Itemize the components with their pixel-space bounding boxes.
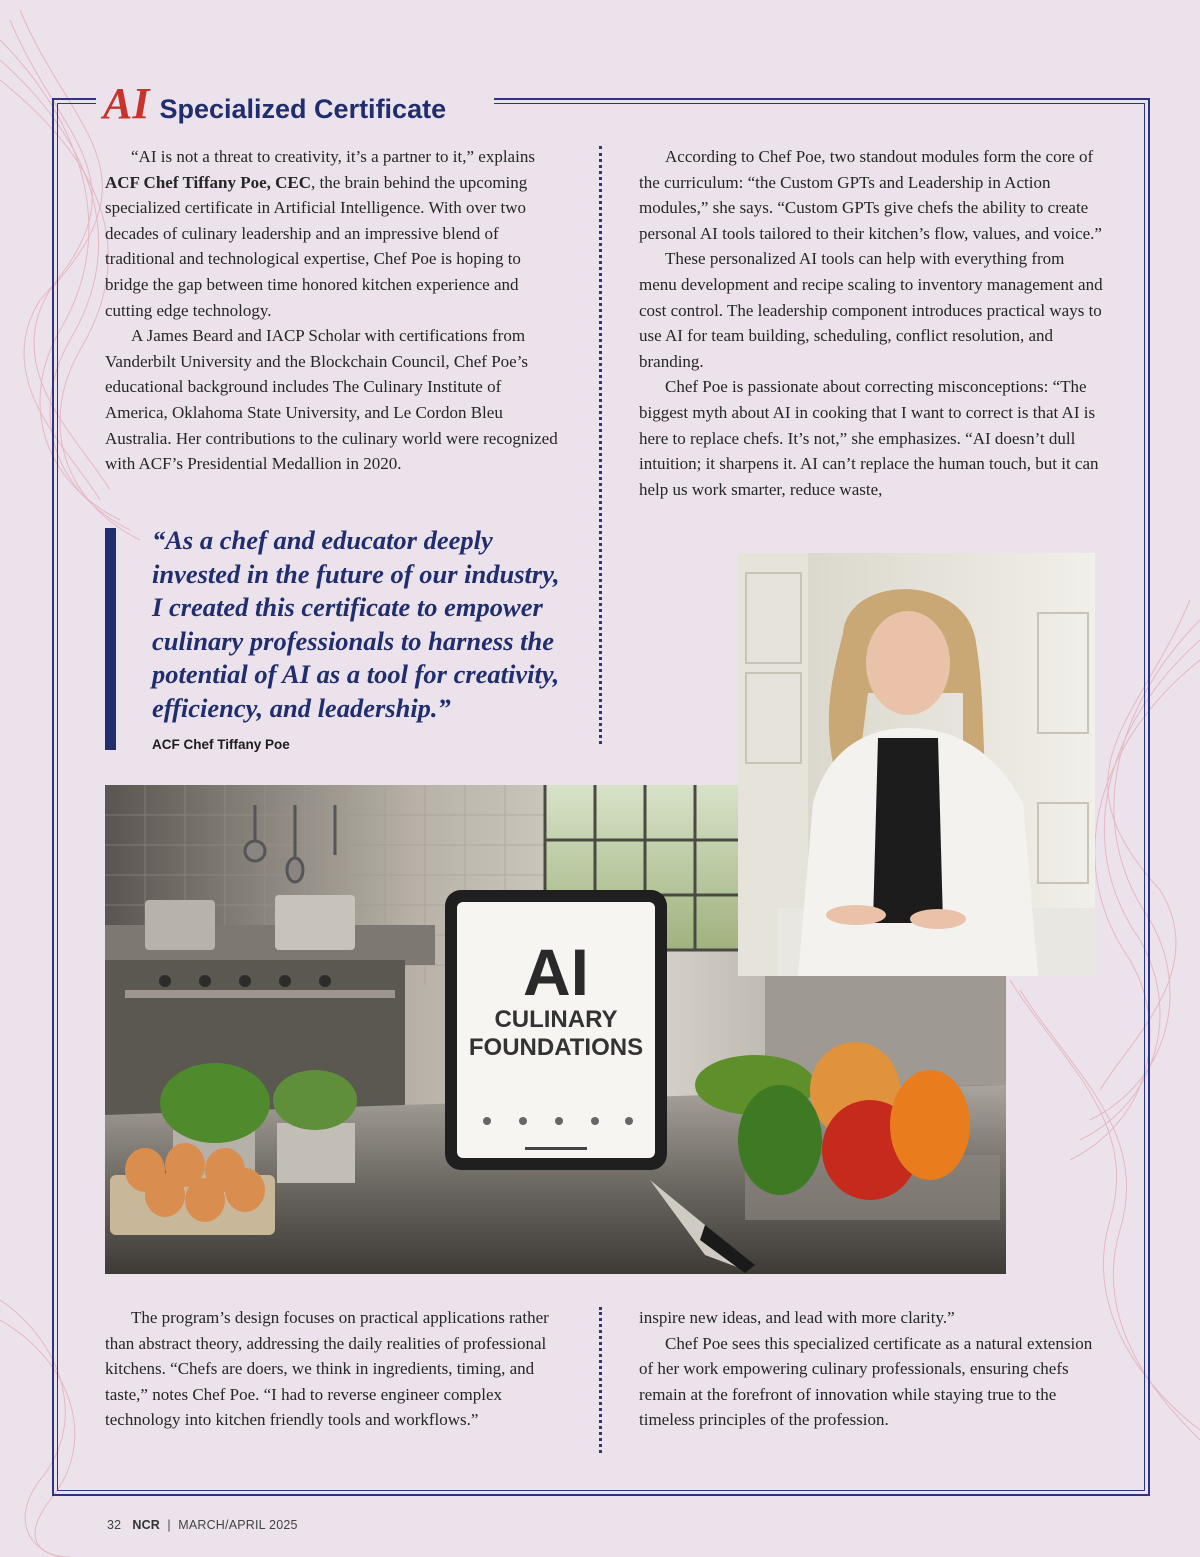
magazine-name: NCR [132, 1518, 161, 1532]
paragraph: Chef Poe is passionate about correcting misconceptions: “The biggest myth about AI in cooking that I want to correct is that AI is here to replace chefs. It’s not,” she emphasizes. “AI doesn’t dull intuition; it sharpens it. AI can’t replace the human touch, but it can help us work smarter, reduce waste, [639, 377, 1099, 499]
text-run: , the brain behind the upcoming specialized certificate in Artificial Intelligence. With over two decades of culinary leadership and an impressive blend of traditional and technological expertise, Chef Poe is hoping to bridge the gap between time honored kitchen experience and cutting edge technology. [105, 172, 528, 320]
tablet-line2: FOUNDATIONS [468, 1034, 644, 1061]
chef-portrait-photo [738, 553, 1095, 976]
paragraph [105, 144, 563, 323]
footer-separator: | [167, 1518, 171, 1532]
quote-bar [105, 528, 116, 750]
page-footer [107, 1518, 298, 1532]
page-number: 32 [107, 1518, 122, 1532]
paragraph: The program’s design focuses on practical applications rather than abstract theory, addressing the daily realities of professional kitchens. “Chefs are doers, we think in ingredients, timing, and taste,” notes Chef Poe. “I had to reverse engineer complex technology into kitchen friendly tools and workflows.” [105, 1308, 549, 1430]
paragraph: inspire new ideas, and lead with more clarity.” [639, 1308, 955, 1327]
right-column-top [639, 144, 1105, 502]
right-column-bottom [639, 1305, 1105, 1433]
quote-attribution: ACF Chef Tiffany Poe [152, 737, 290, 752]
column-divider [599, 1307, 602, 1453]
paragraph: Chef Poe sees this specialized certificate as a natural extension of her work empowering culinary professionals, ensuring chefs remain at the forefront of innovation while staying true to the timeless principles of the profession. [639, 1333, 1093, 1430]
paragraph: According to Chef Poe, two standout modules form the core of the curriculum: “the Custom GPTs and Leadership in Action modules,” she says. “Custom GPTs give chefs the ability to create personal AI tools tailored to their kitchen’s flow, values, and voice.” [639, 147, 1102, 243]
left-column-bottom [105, 1305, 563, 1433]
text-run: “AI is not a threat to creativity, it’s a partner to it,” explains [131, 147, 535, 166]
tablet-line1: CULINARY [494, 1006, 618, 1033]
title-accent: AI [103, 79, 150, 128]
bold-name: ACF Chef Tiffany Poe, CEC [105, 172, 312, 192]
title-text: Specialized Certificate [159, 94, 447, 124]
column-divider [599, 146, 602, 744]
pull-quote: “As a chef and educator deeply invested in the future of our industry, I created this certificate to empower culinary professionals to harness the potential of AI as a tool for creativity, efficiency, and leadership.” [152, 525, 560, 723]
issue-date: MARCH/APRIL 2025 [178, 1518, 298, 1532]
left-column-top [105, 144, 563, 477]
tablet-ai-text: AI [523, 935, 589, 1009]
section-title [103, 78, 446, 126]
paragraph: A James Beard and IACP Scholar with certifications from Vanderbilt University and the Blockchain Council, Chef Poe’s educational background includes The Culinary Institute of America, Oklahoma State University, and Le Cordon Bleu Australia. Her contributions to the culinary world were recognized with ACF’s Presidential Medallion in 2020. [105, 326, 558, 474]
paragraph: These personalized AI tools can help with everything from menu development and recipe scaling to inventory management and cost control. The leadership component introduces practical ways to use AI for team building, scheduling, conflict resolution, and branding. [639, 249, 1103, 371]
